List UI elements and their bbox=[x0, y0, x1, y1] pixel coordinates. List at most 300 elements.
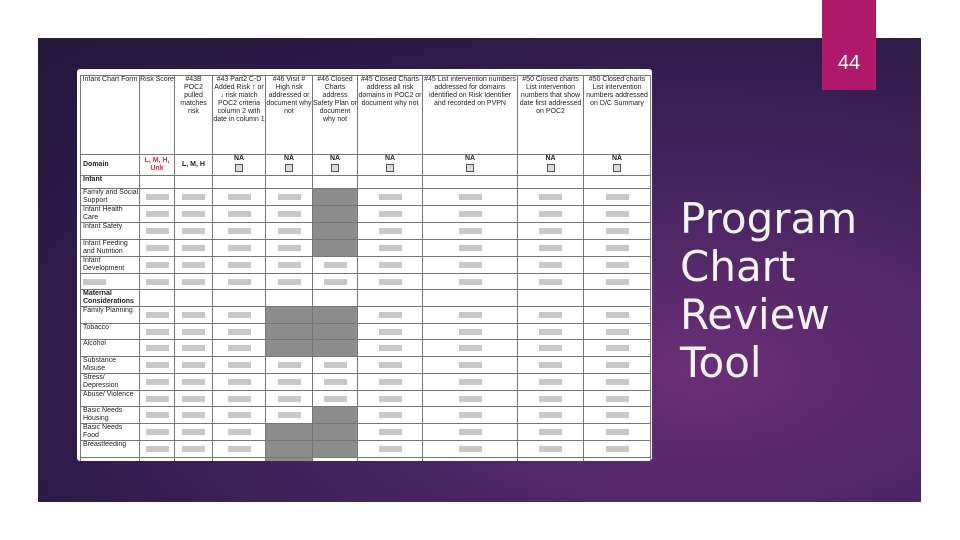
entry-cell[interactable] bbox=[140, 239, 175, 256]
entry-cell[interactable] bbox=[423, 239, 518, 256]
entry-cell[interactable] bbox=[358, 273, 423, 290]
column-header: Infant Chart Form bbox=[81, 76, 140, 155]
entry-cell[interactable] bbox=[213, 457, 266, 461]
entry-cell[interactable] bbox=[140, 323, 175, 340]
entry-cell[interactable] bbox=[518, 239, 584, 256]
entry-cell[interactable] bbox=[358, 189, 423, 206]
risk-scale: L, M, H, Unk bbox=[140, 155, 175, 176]
redacted-bar bbox=[324, 379, 347, 385]
entry-cell[interactable] bbox=[423, 356, 518, 373]
entry-cell[interactable] bbox=[358, 323, 423, 340]
redacted-bar bbox=[459, 429, 482, 435]
table-row bbox=[81, 373, 651, 390]
entry-cell[interactable] bbox=[313, 206, 358, 223]
domain-name: Basic Needs Housing bbox=[81, 407, 140, 424]
entry-cell[interactable] bbox=[584, 424, 651, 441]
empty-cell bbox=[423, 290, 518, 307]
redacted-bar bbox=[146, 262, 169, 268]
entry-cell[interactable] bbox=[213, 323, 266, 340]
na-checkbox[interactable] bbox=[466, 164, 474, 172]
table-row bbox=[81, 407, 651, 424]
entry-cell[interactable] bbox=[213, 356, 266, 373]
entry-cell[interactable] bbox=[584, 441, 651, 458]
redacted-bar bbox=[379, 329, 402, 335]
entry-cell[interactable] bbox=[358, 356, 423, 373]
title-line: Program bbox=[680, 194, 858, 243]
entry-cell[interactable] bbox=[423, 457, 518, 461]
entry-cell[interactable] bbox=[266, 373, 313, 390]
entry-cell[interactable] bbox=[423, 307, 518, 324]
entry-cell[interactable] bbox=[518, 441, 584, 458]
na-label: NA bbox=[283, 155, 295, 162]
entry-cell[interactable] bbox=[423, 373, 518, 390]
entry-cell[interactable] bbox=[213, 256, 266, 273]
redacted-bar bbox=[182, 279, 205, 285]
entry-cell[interactable] bbox=[213, 340, 266, 357]
na-checkbox[interactable] bbox=[285, 164, 293, 172]
entry-cell[interactable] bbox=[266, 457, 313, 461]
entry-cell[interactable] bbox=[584, 273, 651, 290]
entry-cell[interactable] bbox=[175, 273, 213, 290]
empty-cell bbox=[584, 176, 651, 189]
entry-cell[interactable] bbox=[213, 189, 266, 206]
entry-cell[interactable] bbox=[358, 441, 423, 458]
entry-cell[interactable] bbox=[313, 307, 358, 324]
column-header: #50 Closed charts List intervention numbers addressed on D/C Summary bbox=[584, 76, 651, 155]
na-checkbox[interactable] bbox=[613, 164, 621, 172]
redacted-bar bbox=[459, 362, 482, 368]
section-title: Infant bbox=[81, 176, 140, 189]
entry-cell[interactable] bbox=[358, 206, 423, 223]
redacted-bar bbox=[539, 329, 562, 335]
entry-cell[interactable] bbox=[140, 189, 175, 206]
entry-cell[interactable] bbox=[213, 441, 266, 458]
redacted-bar bbox=[146, 228, 169, 234]
redacted-bar bbox=[182, 396, 205, 402]
redacted-bar bbox=[278, 279, 301, 285]
column-header: #46 Visit # High risk addressed or document why not bbox=[266, 76, 313, 155]
entry-cell[interactable] bbox=[313, 424, 358, 441]
entry-cell[interactable] bbox=[213, 307, 266, 324]
domain-name: Basic Needs Food bbox=[81, 424, 140, 441]
entry-cell[interactable] bbox=[584, 223, 651, 240]
domain-name: Family Planning bbox=[81, 307, 140, 324]
entry-cell[interactable] bbox=[584, 256, 651, 273]
redacted-bar bbox=[146, 379, 169, 385]
redacted-bar bbox=[379, 429, 402, 435]
na-checkbox[interactable] bbox=[386, 164, 394, 172]
entry-cell[interactable] bbox=[175, 307, 213, 324]
entry-cell[interactable] bbox=[358, 239, 423, 256]
na-label: NA bbox=[384, 155, 396, 162]
entry-cell[interactable] bbox=[423, 273, 518, 290]
redacted-bar bbox=[539, 429, 562, 435]
domain-name: Breastfeeding bbox=[81, 441, 140, 458]
redacted-bar bbox=[606, 345, 629, 351]
redacted-bar bbox=[228, 279, 251, 285]
empty-cell bbox=[175, 176, 213, 189]
entry-cell[interactable] bbox=[140, 457, 175, 461]
entry-cell[interactable] bbox=[423, 323, 518, 340]
redacted-bar bbox=[182, 412, 205, 418]
redacted-bar bbox=[182, 245, 205, 251]
entry-cell[interactable] bbox=[175, 441, 213, 458]
redacted-bar bbox=[606, 228, 629, 234]
entry-cell[interactable] bbox=[266, 407, 313, 424]
entry-cell[interactable] bbox=[266, 441, 313, 458]
redacted-bar bbox=[379, 228, 402, 234]
entry-cell[interactable] bbox=[518, 407, 584, 424]
entry-cell[interactable] bbox=[266, 256, 313, 273]
redacted-bar bbox=[459, 228, 482, 234]
entry-cell[interactable] bbox=[175, 256, 213, 273]
redacted-bar bbox=[606, 362, 629, 368]
entry-cell[interactable] bbox=[358, 223, 423, 240]
entry-cell[interactable] bbox=[423, 340, 518, 357]
section-header-row bbox=[81, 290, 651, 307]
domain-name: Tobacco bbox=[81, 323, 140, 340]
redacted-bar bbox=[606, 446, 629, 452]
entry-cell[interactable] bbox=[313, 390, 358, 407]
entry-cell[interactable] bbox=[140, 390, 175, 407]
empty-cell bbox=[358, 176, 423, 189]
na-checkbox[interactable] bbox=[547, 164, 555, 172]
entry-cell[interactable] bbox=[584, 239, 651, 256]
column-header: #45 Closed Charts address all risk domains in POC2 or document why not bbox=[358, 76, 423, 155]
entry-cell[interactable] bbox=[140, 206, 175, 223]
entry-cell[interactable] bbox=[358, 340, 423, 357]
empty-cell bbox=[213, 176, 266, 189]
entry-cell[interactable] bbox=[518, 256, 584, 273]
empty-cell bbox=[584, 290, 651, 307]
entry-cell[interactable] bbox=[175, 323, 213, 340]
redacted-bar bbox=[459, 412, 482, 418]
entry-cell[interactable] bbox=[213, 407, 266, 424]
redacted-bar bbox=[182, 446, 205, 452]
entry-cell[interactable] bbox=[140, 256, 175, 273]
column-header: #43 Part2 C-D Added Risk ↑ or ↓ risk match POC2 criteria column 2 with date in column 1 bbox=[213, 76, 266, 155]
table-row bbox=[81, 457, 651, 461]
redacted-bar bbox=[182, 262, 205, 268]
entry-cell[interactable] bbox=[358, 390, 423, 407]
redacted-bar bbox=[278, 396, 301, 402]
redacted-bar bbox=[459, 262, 482, 268]
na-label: NA bbox=[464, 155, 476, 162]
entry-cell[interactable] bbox=[584, 323, 651, 340]
entry-cell[interactable] bbox=[213, 273, 266, 290]
redacted-bar bbox=[379, 194, 402, 200]
entry-cell[interactable] bbox=[358, 424, 423, 441]
entry-cell[interactable] bbox=[213, 206, 266, 223]
redacted-bar bbox=[539, 228, 562, 234]
redacted-bar bbox=[228, 329, 251, 335]
entry-cell[interactable] bbox=[313, 239, 358, 256]
redacted-bar bbox=[146, 329, 169, 335]
redacted-bar bbox=[182, 211, 205, 217]
table-row bbox=[81, 206, 651, 223]
entry-cell[interactable] bbox=[423, 223, 518, 240]
redacted-bar bbox=[379, 362, 402, 368]
na-cell bbox=[266, 155, 313, 176]
entry-cell[interactable] bbox=[584, 189, 651, 206]
redacted-bar bbox=[278, 245, 301, 251]
entry-cell[interactable] bbox=[266, 390, 313, 407]
redacted-bar bbox=[146, 345, 169, 351]
entry-cell[interactable] bbox=[213, 373, 266, 390]
redacted-bar bbox=[278, 211, 301, 217]
redacted-bar bbox=[278, 362, 301, 368]
column-header: #45 List intervention numbers addressed for domains identified on Risk Identifier and recorded on PVPN bbox=[423, 76, 518, 155]
redacted-bar bbox=[606, 396, 629, 402]
entry-cell[interactable] bbox=[175, 340, 213, 357]
entry-cell[interactable] bbox=[175, 239, 213, 256]
entry-cell[interactable] bbox=[584, 390, 651, 407]
redacted-bar bbox=[146, 245, 169, 251]
entry-cell[interactable] bbox=[584, 407, 651, 424]
entry-cell[interactable] bbox=[140, 307, 175, 324]
entry-cell[interactable] bbox=[423, 407, 518, 424]
entry-cell[interactable] bbox=[313, 189, 358, 206]
redacted-bar bbox=[459, 345, 482, 351]
entry-cell[interactable] bbox=[423, 206, 518, 223]
empty-cell bbox=[213, 290, 266, 307]
entry-cell[interactable] bbox=[313, 340, 358, 357]
na-cell bbox=[313, 155, 358, 176]
domain-label: Domain bbox=[81, 155, 140, 176]
table-row bbox=[81, 239, 651, 256]
entry-cell[interactable] bbox=[140, 273, 175, 290]
entry-cell[interactable] bbox=[266, 340, 313, 357]
redacted-bar bbox=[539, 379, 562, 385]
title-line: Chart bbox=[680, 242, 796, 291]
redacted-bar bbox=[228, 312, 251, 318]
entry-cell[interactable] bbox=[518, 356, 584, 373]
redacted-bar bbox=[606, 245, 629, 251]
entry-cell[interactable] bbox=[518, 390, 584, 407]
redacted-bar bbox=[228, 412, 251, 418]
entry-cell[interactable] bbox=[518, 273, 584, 290]
entry-cell[interactable] bbox=[518, 189, 584, 206]
entry-cell[interactable] bbox=[140, 340, 175, 357]
redacted-bar bbox=[146, 362, 169, 368]
entry-cell[interactable] bbox=[313, 323, 358, 340]
column-header: #50 Closed charts List intervention numbers that show date first addressed on POC2 bbox=[518, 76, 584, 155]
redacted-bar bbox=[324, 362, 347, 368]
redacted-bar bbox=[228, 194, 251, 200]
entry-cell[interactable] bbox=[175, 390, 213, 407]
redacted-bar bbox=[459, 194, 482, 200]
chart-review-form-image bbox=[77, 69, 652, 461]
redacted-bar bbox=[459, 245, 482, 251]
title-line: Review bbox=[680, 290, 830, 339]
entry-cell[interactable] bbox=[358, 307, 423, 324]
domain-name: Infant Health Care bbox=[81, 206, 140, 223]
redacted-bar bbox=[606, 412, 629, 418]
redacted-bar bbox=[228, 228, 251, 234]
entry-cell[interactable] bbox=[266, 223, 313, 240]
entry-cell[interactable] bbox=[518, 223, 584, 240]
entry-cell[interactable] bbox=[140, 356, 175, 373]
column-header: #46 Closed Charts address Safety Plan or document why not bbox=[313, 76, 358, 155]
entry-cell[interactable] bbox=[175, 373, 213, 390]
entry-cell[interactable] bbox=[313, 441, 358, 458]
entry-cell[interactable] bbox=[266, 424, 313, 441]
redacted-bar bbox=[459, 312, 482, 318]
empty-cell bbox=[313, 290, 358, 307]
entry-cell[interactable] bbox=[140, 223, 175, 240]
entry-cell[interactable] bbox=[313, 273, 358, 290]
redacted-bar bbox=[539, 211, 562, 217]
entry-cell[interactable] bbox=[584, 340, 651, 357]
entry-cell[interactable] bbox=[423, 424, 518, 441]
redacted-bar bbox=[459, 279, 482, 285]
entry-cell[interactable] bbox=[423, 441, 518, 458]
redacted-bar bbox=[228, 429, 251, 435]
entry-cell[interactable] bbox=[266, 307, 313, 324]
entry-cell[interactable] bbox=[584, 206, 651, 223]
chart-review-table bbox=[80, 75, 651, 461]
redacted-bar bbox=[606, 279, 629, 285]
redacted-bar bbox=[606, 312, 629, 318]
entry-cell[interactable] bbox=[313, 356, 358, 373]
table-row bbox=[81, 390, 651, 407]
redacted-bar bbox=[146, 279, 169, 285]
entry-cell[interactable] bbox=[423, 189, 518, 206]
redacted-bar bbox=[379, 412, 402, 418]
redacted-bar bbox=[228, 446, 251, 452]
entry-cell[interactable] bbox=[584, 457, 651, 461]
entry-cell[interactable] bbox=[175, 407, 213, 424]
entry-cell[interactable] bbox=[358, 407, 423, 424]
redacted-bar bbox=[606, 211, 629, 217]
entry-cell[interactable] bbox=[518, 457, 584, 461]
redacted-bar bbox=[146, 446, 169, 452]
table-row bbox=[81, 340, 651, 357]
entry-cell[interactable] bbox=[175, 424, 213, 441]
na-checkbox[interactable] bbox=[331, 164, 339, 172]
entry-cell[interactable] bbox=[266, 206, 313, 223]
entry-cell[interactable] bbox=[313, 407, 358, 424]
redacted-bar bbox=[182, 345, 205, 351]
entry-cell[interactable] bbox=[584, 373, 651, 390]
na-label: NA bbox=[545, 155, 556, 162]
entry-cell[interactable] bbox=[213, 239, 266, 256]
na-label: NA bbox=[329, 155, 341, 162]
entry-cell[interactable] bbox=[313, 457, 358, 461]
redacted-bar bbox=[146, 412, 169, 418]
redacted-bar bbox=[278, 228, 301, 234]
entry-cell[interactable] bbox=[175, 223, 213, 240]
entry-cell[interactable] bbox=[358, 457, 423, 461]
entry-cell[interactable] bbox=[313, 223, 358, 240]
redacted-bar bbox=[228, 379, 251, 385]
redacted-bar bbox=[539, 262, 562, 268]
na-label: NA bbox=[233, 155, 245, 162]
redacted-bar bbox=[278, 412, 301, 418]
redacted-bar bbox=[146, 211, 169, 217]
entry-cell[interactable] bbox=[140, 407, 175, 424]
empty-cell bbox=[140, 176, 175, 189]
redacted-bar bbox=[182, 329, 205, 335]
redacted-bar bbox=[459, 446, 482, 452]
table-row bbox=[81, 256, 651, 273]
entry-cell[interactable] bbox=[266, 239, 313, 256]
entry-cell[interactable] bbox=[266, 323, 313, 340]
entry-cell[interactable] bbox=[584, 307, 651, 324]
na-checkbox[interactable] bbox=[235, 164, 243, 172]
entry-cell[interactable] bbox=[518, 340, 584, 357]
entry-cell[interactable] bbox=[175, 189, 213, 206]
section-header-row bbox=[81, 176, 651, 189]
entry-cell[interactable] bbox=[423, 390, 518, 407]
table-row bbox=[81, 424, 651, 441]
entry-cell[interactable] bbox=[313, 256, 358, 273]
redacted-bar bbox=[182, 312, 205, 318]
redacted-bar bbox=[539, 446, 562, 452]
entry-cell[interactable] bbox=[518, 373, 584, 390]
entry-cell[interactable] bbox=[213, 390, 266, 407]
table-row bbox=[81, 273, 651, 290]
empty-cell bbox=[266, 290, 313, 307]
redacted-bar bbox=[539, 279, 562, 285]
entry-cell[interactable] bbox=[518, 323, 584, 340]
entry-cell[interactable] bbox=[140, 424, 175, 441]
redacted-bar bbox=[146, 396, 169, 402]
entry-cell[interactable] bbox=[140, 373, 175, 390]
table-row bbox=[81, 441, 651, 458]
redacted-bar bbox=[379, 245, 402, 251]
entry-cell[interactable] bbox=[358, 373, 423, 390]
redacted-bar bbox=[182, 379, 205, 385]
domain-name: Stress/ Depression bbox=[81, 373, 140, 390]
redacted-bar bbox=[182, 228, 205, 234]
domain-name: Family and Social Support bbox=[81, 189, 140, 206]
entry-cell[interactable] bbox=[518, 206, 584, 223]
entry-cell[interactable] bbox=[584, 356, 651, 373]
entry-cell[interactable] bbox=[175, 206, 213, 223]
entry-cell[interactable] bbox=[266, 189, 313, 206]
entry-cell[interactable] bbox=[266, 356, 313, 373]
entry-cell[interactable] bbox=[518, 307, 584, 324]
entry-cell[interactable] bbox=[313, 373, 358, 390]
domain-name: Alcohol bbox=[81, 340, 140, 357]
entry-cell[interactable] bbox=[358, 256, 423, 273]
redacted-bar bbox=[278, 262, 301, 268]
na-cell bbox=[584, 155, 651, 176]
entry-cell[interactable] bbox=[175, 457, 213, 461]
entry-cell[interactable] bbox=[518, 424, 584, 441]
column-header: #43B POC2 pulled matches risk bbox=[175, 76, 213, 155]
redacted-bar bbox=[379, 279, 402, 285]
title-line: Tool bbox=[680, 338, 762, 387]
entry-cell[interactable] bbox=[423, 256, 518, 273]
entry-cell[interactable] bbox=[140, 441, 175, 458]
na-cell bbox=[423, 155, 518, 176]
redacted-bar bbox=[539, 245, 562, 251]
entry-cell[interactable] bbox=[213, 424, 266, 441]
redacted-bar bbox=[146, 312, 169, 318]
empty-cell bbox=[518, 176, 584, 189]
empty-cell bbox=[518, 290, 584, 307]
entry-cell[interactable] bbox=[266, 273, 313, 290]
na-cell bbox=[213, 155, 266, 176]
entry-cell[interactable] bbox=[175, 356, 213, 373]
entry-cell[interactable] bbox=[213, 223, 266, 240]
domain-name: Substance Misuse bbox=[81, 356, 140, 373]
redacted-bar bbox=[182, 194, 205, 200]
redacted-bar bbox=[278, 194, 301, 200]
domain-name: Infant Development bbox=[81, 256, 140, 273]
